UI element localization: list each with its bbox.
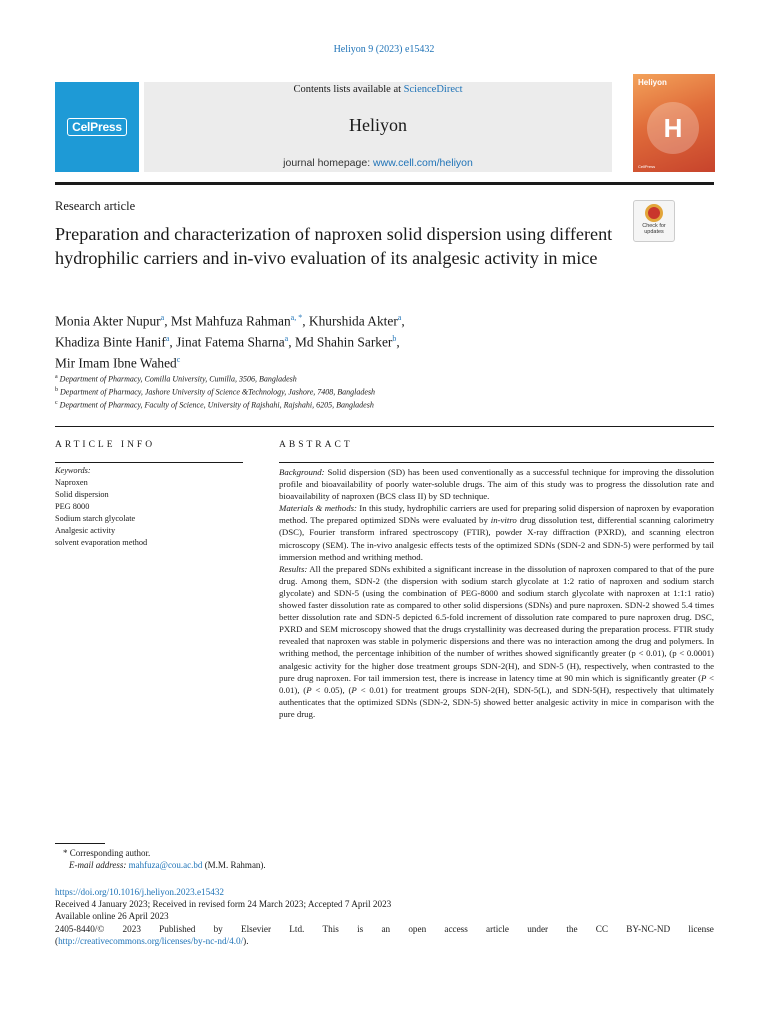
author-affil-sup[interactable]: a <box>165 333 170 343</box>
license-word: Ltd. <box>289 923 305 934</box>
crossmark-line2: updates <box>644 229 664 235</box>
abstract-methods-italic: in-vitro <box>490 515 517 526</box>
cover-letter: H <box>663 112 683 143</box>
abstract-methods-label: Materials & methods: <box>279 503 357 514</box>
license-word: This <box>322 923 339 934</box>
homepage-prefix: journal homepage: <box>283 157 371 169</box>
author-name[interactable]: Jinat Fatema Sharna <box>176 334 285 350</box>
author-sep: , <box>169 334 177 350</box>
license-word: an <box>381 923 391 934</box>
publisher-logo[interactable] <box>55 82 139 172</box>
author-sep: , <box>302 313 309 329</box>
keyword-item: PEG 8000 <box>55 502 90 511</box>
author-sep: , <box>401 313 405 329</box>
footnote-divider <box>55 843 105 844</box>
author-sep: , <box>288 334 295 350</box>
abstract-background <box>279 466 714 502</box>
author-name[interactable]: Khadiza Binte Hanif <box>55 334 166 350</box>
corresponding-author: * Corresponding author. <box>63 848 151 858</box>
email-owner: (M.M. Rahman). <box>204 860 266 870</box>
journal-banner <box>55 74 715 184</box>
abstract-p-symbol: P <box>701 672 707 683</box>
author-affil-sup[interactable]: a <box>397 313 402 322</box>
affiliation-sup: b <box>55 387 58 394</box>
author-affil-sup[interactable]: a <box>160 313 165 322</box>
license-word: the <box>566 923 578 934</box>
affiliations <box>55 372 715 411</box>
author-affil-sup[interactable]: c <box>176 354 181 364</box>
footnote <box>55 847 715 871</box>
article-title: Preparation and characterization of naproxen solid dispersion using different hydrophilic carriers and in-vivo evaluation of its analgesic activity in mice <box>55 224 613 268</box>
author-affil-sup[interactable]: a, * <box>290 313 303 322</box>
article-type: Research article <box>55 199 136 213</box>
email-line <box>55 859 715 871</box>
keyword-item: Solid dispersion <box>55 490 109 499</box>
keywords-label: Keywords: <box>55 466 91 475</box>
crossmark-icon <box>645 204 663 222</box>
keyword-item: solvent evaporation method <box>55 538 148 547</box>
affiliation-sup: a <box>55 374 58 380</box>
license-url-link[interactable]: http://creativecommons.org/licenses/by-nc-nd/4.0/ <box>58 935 244 946</box>
email-label: E-mail address: <box>69 860 127 870</box>
homepage-link[interactable]: www.cell.com/heliyon <box>373 157 473 169</box>
license-line <box>55 923 714 935</box>
abstract-results-label: Results: <box>279 563 308 574</box>
author-affil-sup[interactable]: b <box>392 333 397 343</box>
cover-footer: CellPress <box>638 164 656 169</box>
affiliation <box>55 398 715 411</box>
author-list <box>55 309 695 372</box>
abstract-body <box>279 466 714 720</box>
article-info-heading: ARTICLE INFO <box>55 440 156 450</box>
author-name[interactable]: Monia Akter Nupur <box>55 313 161 329</box>
affiliation <box>55 372 715 385</box>
license-word: 2405-8440/© <box>55 923 105 934</box>
publisher-logo-text: CelPress <box>67 118 127 136</box>
license-url-line <box>55 935 715 947</box>
license-word: license <box>688 923 714 934</box>
abstract-results <box>279 563 714 720</box>
license-word: Published <box>159 923 196 934</box>
banner-divider <box>55 182 714 185</box>
author-line-3 <box>55 351 695 372</box>
affiliation-sup: c <box>55 400 58 407</box>
received-dates: Received 4 January 2023; Received in revised form 24 March 2023; Accepted 7 April 2023 <box>55 899 392 910</box>
author-line-1 <box>55 309 695 330</box>
author-line-2 <box>55 330 695 351</box>
author-name[interactable]: Mst Mahfuza Rahman <box>170 313 291 329</box>
contents-line <box>144 84 612 95</box>
abstract-methods-text: drug dissolution test, differential scanning calorimetry (DSC), Fourier transform infrared spectroscopy (FTIR), powder X-ray diffraction (PXRD), and scanning electron microscopy (SEM). The in-vivo analgesic effects tests of the optimized SDNs (SDN-2 and SDN-5) were performed by tail immersion method and writhing method. <box>279 515 715 562</box>
license-word: CC <box>595 923 609 934</box>
license-word: Elsevier <box>240 923 272 934</box>
license-word: open <box>408 923 427 934</box>
journal-title: Heliyon <box>349 115 407 135</box>
author-sep: , <box>396 334 400 350</box>
keyword-item: Naproxen <box>55 478 88 487</box>
abstract-p-symbol: P <box>306 684 312 695</box>
license-url-open: ( <box>55 935 59 946</box>
affiliation-text: Department of Pharmacy, Comilla University, Cumilla, 3506, Bangladesh <box>59 374 297 384</box>
license-word: article <box>486 923 509 934</box>
affiliation <box>55 385 715 398</box>
abstract-p-symbol: P <box>351 684 357 695</box>
crossmark-line1: Check for <box>642 223 666 229</box>
check-for-updates-button[interactable] <box>633 200 675 242</box>
keyword-item: Sodium starch glycolate <box>55 514 136 523</box>
abstract-background-text: Solid dispersion (SD) has been used conventionally as a successful technique for improving the dissolution profile and bioavailability of poorly water-soluble drugs. The aim of this study was to progress the dissolution rate and bioavailability of naproxen (BCS class II) by SD technique. <box>279 467 714 502</box>
cover-emblem-icon <box>647 102 699 154</box>
affiliation-text: Department of Pharmacy, Faculty of Science, University of Rajshahi, Rajshahi, 6205, Bangladesh <box>59 400 374 410</box>
license-word: under <box>527 923 549 934</box>
abstract-results-text: < 0.01) for treatment groups SDN-2(H), SDN-5(L), and SDN-5(H), respectively that ultimately authenticates that the optimized SDNs (SDN-2, SDN-5) showed better analgesic activity in mice in comparison with the pure drug. <box>279 684 715 719</box>
abstract-results-text: < 0.05), ( <box>311 684 352 695</box>
license-word: by <box>213 923 223 934</box>
abstract-results-text: All the prepared SDNs exhibited a significant increase in the dissolution of naproxen compared to that of the pure drug. Among them, SDN-2 (the dispersion with sodium starch glycolate at 1:2 ratio of naproxen and sodium starch glycolate) and SDN-5 (using the combination of PEG-8000 and sodium starch glycolate with naproxen at 1:1:1 ratio) showed faster dissolution rate as compared to other solid dispersions (SDNs) and pure naproxen. SDN-2 showed 5.4 times better dissolution rate and SDN-5 depicted 6.5-fold increment of dissolution rate compared to pure naproxen drug. DSC, PXRD and SEM microscopy showed that the drugs crystallinity was decreased during the preparation process. FTIR study revealed that naproxen was stable in polymeric dispersions and there was no interaction among the drug and polymers. In writhing method, the percentage inhibition of the number of writhes showed significantly greater (p < 0.01), (p < 0.0001) analgesic activity for the higher dose treatment groups SDN-2(H), and SDN-5 (H), respectively, when contrasted to the pure drug naproxen. For tail immersion test, there is increase in latency time at 90 min which is significantly greater ( <box>279 563 714 683</box>
article-meta <box>55 886 715 947</box>
abstract-methods <box>279 502 714 562</box>
abstract-methods-text: In this study, hydrophilic carriers are used for preparing solid dispersion of naproxen by evaporation method. The prepared optimized SDNs were evaluated by <box>279 503 715 526</box>
abstract-background-label: Background: <box>279 467 325 477</box>
license-word: 2023 <box>122 923 141 934</box>
author-sep: , <box>164 313 171 329</box>
author-name[interactable]: Mir Imam Ibne Wahed <box>55 355 177 371</box>
section-divider <box>55 426 714 427</box>
license-word: BY-NC-ND <box>626 923 671 934</box>
journal-cover-image[interactable] <box>633 74 715 172</box>
running-head[interactable]: Heliyon 9 (2023) e15432 <box>333 44 435 55</box>
affiliation-text: Department of Pharmacy, Jashore University of Science &Technology, Jashore, 7408, Bangladesh <box>60 387 376 397</box>
license-word: is <box>357 923 364 934</box>
doi-link[interactable]: https://doi.org/10.1016/j.heliyon.2023.e15432 <box>55 887 225 897</box>
available-online: Available online 26 April 2023 <box>55 911 169 922</box>
email-link[interactable]: mahfuza@cou.ac.bd <box>128 860 203 870</box>
sciencedirect-link[interactable]: ScienceDirect <box>403 84 463 95</box>
keywords <box>55 465 255 549</box>
abstract-heading: ABSTRACT <box>279 440 353 450</box>
license-url-close: ). <box>243 935 249 946</box>
license-word: access <box>444 923 468 934</box>
banner-center <box>144 82 612 172</box>
author-name[interactable]: Md Shahin Sarker <box>294 334 393 350</box>
author-affil-sup[interactable]: a <box>284 333 289 343</box>
author-name[interactable]: Khurshida Akter <box>308 313 398 329</box>
article-info-divider <box>55 462 243 463</box>
keyword-item: Analgesic activity <box>55 526 116 535</box>
contents-prefix: Contents lists available at <box>293 84 402 95</box>
abstract-results-text: < 0.01), ( <box>279 672 714 695</box>
cover-title: Heliyon <box>638 78 667 87</box>
homepage-line <box>144 157 612 169</box>
abstract-divider <box>279 462 714 463</box>
